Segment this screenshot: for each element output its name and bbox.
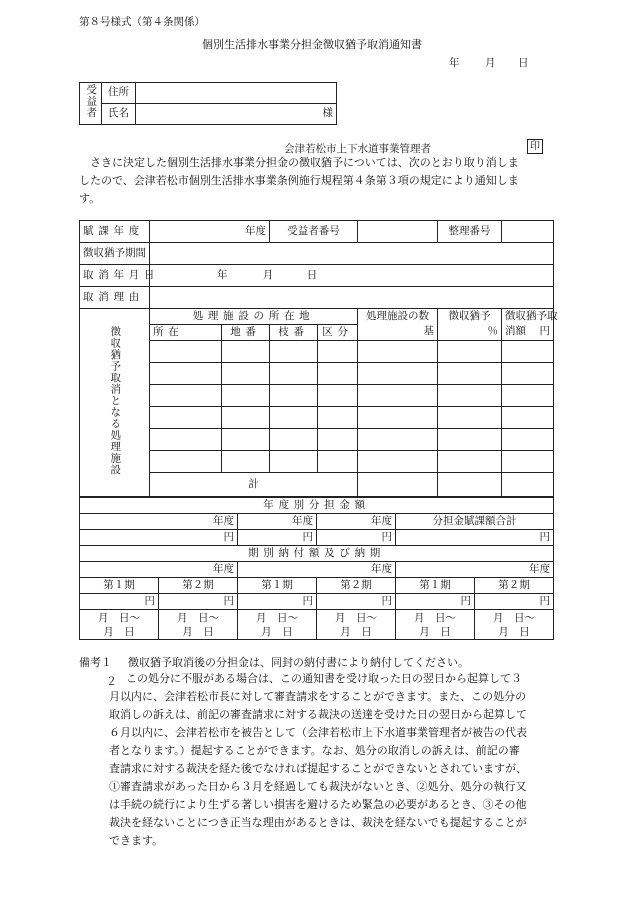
installment-amount[interactable] bbox=[317, 594, 396, 610]
assessment-year-label: 賦課年度 bbox=[80, 221, 150, 243]
cancel-date-value[interactable] bbox=[150, 265, 554, 287]
total-label: 計 bbox=[150, 473, 358, 497]
sender-name: 会津若松市上下水道事業管理者 bbox=[284, 143, 431, 155]
note2-line: ①審査請求があった日から３月を経過しても裁決がないとき、②処分、処分の執行又 bbox=[109, 780, 527, 793]
installment-dates[interactable]: 月 日～ 月 日 bbox=[317, 610, 396, 640]
body-line-1: さきに決定した個別生活排水事業分担金の徴収猶予については、次のとおり取り消しま bbox=[90, 156, 519, 169]
year-suffix: 年度 bbox=[213, 562, 234, 575]
document-title: 個別生活排水事業分担金徴収猶予取消通知書 bbox=[202, 38, 422, 51]
table-row bbox=[80, 451, 554, 473]
year-suffix: 年度 bbox=[371, 562, 392, 575]
col-ward: 区分 bbox=[318, 325, 358, 341]
deferral-amount-unit-cell bbox=[502, 325, 554, 341]
deferral-pct-label: 徴収猶予 bbox=[438, 309, 502, 325]
reference-number-label: 整理番号 bbox=[438, 221, 502, 243]
installment-dates[interactable]: 月 日～ 月 日 bbox=[475, 610, 554, 640]
total-count[interactable] bbox=[358, 473, 438, 497]
yen-unit: 円 bbox=[144, 594, 155, 607]
body-line-3: す。 bbox=[79, 192, 101, 205]
year-suffix: 年度 bbox=[529, 562, 551, 575]
name-label: 氏名 bbox=[102, 104, 136, 125]
yen-unit: 円 bbox=[460, 594, 471, 607]
amount-table-title: 年度別分担金額 bbox=[80, 498, 554, 514]
note1-label: 備考１ bbox=[79, 656, 112, 669]
amount-cell-2[interactable] bbox=[238, 530, 317, 546]
beneficiary-number-value[interactable] bbox=[358, 221, 438, 243]
facility-count-unit: 基 bbox=[358, 325, 438, 341]
yen-unit: 円 bbox=[302, 530, 313, 543]
installments-title: 期別納付額及び納期 bbox=[80, 546, 554, 562]
cancel-reason-label: 取消理由 bbox=[80, 287, 150, 309]
deferral-period-value[interactable] bbox=[150, 243, 554, 265]
assessment-year-value[interactable] bbox=[150, 221, 270, 243]
col-branch: 枝番 bbox=[270, 325, 318, 341]
note1-text: 徴収猶予取消後の分担金は、同封の納付書により納付してください。 bbox=[128, 656, 469, 669]
note2-line: 者となります。）提起することができます。なお、処分の取消しの訴えは、前記の審 bbox=[109, 744, 520, 757]
yen-unit: 円 bbox=[223, 530, 234, 543]
date-day-label: 日 bbox=[518, 57, 529, 69]
recipient-box bbox=[79, 82, 337, 125]
deferral-pct-unit: ％ bbox=[438, 325, 502, 341]
col-place: 所在 bbox=[150, 325, 222, 341]
seal-mark: 印 bbox=[527, 139, 543, 154]
period-label: 第１期 bbox=[396, 578, 475, 594]
year-cell-3[interactable] bbox=[317, 514, 396, 530]
deferral-period-label: 徴収猶予期間 bbox=[80, 243, 150, 265]
installment-dates[interactable]: 月 日～ 月 日 bbox=[238, 610, 317, 640]
period-label: 第１期 bbox=[80, 578, 159, 594]
year-suffix: 年度 bbox=[213, 514, 234, 527]
note2-line: この処分に不服がある場合は、この通知書を受け取った日の翌日から起算して３ bbox=[126, 672, 522, 685]
recipient-label-cell bbox=[80, 83, 102, 125]
cancel-date-label: 取消年月日 bbox=[80, 265, 150, 287]
facility-count-label: 処理施設の数 bbox=[358, 309, 438, 325]
recipient-label: 受益者 bbox=[85, 84, 98, 119]
note2-line: は手続の続行により生ずる著しい損害を避けるため緊急の必要があるとき、③その他 bbox=[109, 798, 527, 811]
year-cell-1[interactable] bbox=[80, 514, 238, 530]
table-row bbox=[80, 341, 554, 363]
name-value[interactable] bbox=[136, 104, 337, 125]
installment-amount[interactable] bbox=[80, 594, 159, 610]
address-label: 住所 bbox=[102, 83, 136, 104]
form-number: 第８号様式（第４条関係） bbox=[79, 16, 205, 28]
period-label: 第２期 bbox=[475, 578, 554, 594]
yen-unit: 円 bbox=[381, 594, 392, 607]
yen-unit: 円 bbox=[381, 530, 392, 543]
amount-total[interactable] bbox=[396, 530, 554, 546]
installment-amount[interactable] bbox=[396, 594, 475, 610]
body-line-2: したので、会津若松市個別生活排水事業条例施行規程第４条第３項の規定により通知しま bbox=[79, 174, 519, 187]
installment-amount[interactable] bbox=[159, 594, 238, 610]
main-info-table bbox=[79, 220, 558, 497]
beneficiary-number-label: 受益者番号 bbox=[270, 221, 358, 243]
cancel-date-year: 年 bbox=[217, 268, 228, 281]
deferral-amount-label-2: 消額 bbox=[505, 325, 526, 338]
cancel-reason-value[interactable] bbox=[150, 287, 554, 309]
total-assessment-label: 分担金賦課額合計 bbox=[396, 514, 554, 530]
period-label: 第１期 bbox=[238, 578, 317, 594]
amount-cell-1[interactable] bbox=[80, 530, 238, 546]
table-row bbox=[80, 385, 554, 407]
amount-table bbox=[79, 497, 554, 640]
deferral-amount-label: 徴収猶予取 bbox=[502, 309, 554, 325]
installment-dates[interactable]: 月 日～ 月 日 bbox=[396, 610, 475, 640]
inst-year-1[interactable] bbox=[80, 562, 238, 578]
col-lot: 地番 bbox=[222, 325, 270, 341]
installment-dates[interactable]: 月 日～ 月 日 bbox=[159, 610, 238, 640]
deferral-amount-unit: 円 bbox=[539, 325, 550, 338]
yen-unit: 円 bbox=[302, 594, 313, 607]
cancel-date-month: 月 bbox=[262, 268, 274, 281]
year-cell-2[interactable] bbox=[238, 514, 317, 530]
inst-year-2[interactable] bbox=[238, 562, 396, 578]
note2-line: 裁決を経ないことにつき正当な理由があるときは、裁決を経ないでも提起することが bbox=[109, 816, 527, 829]
note2-line: できます。 bbox=[109, 834, 164, 847]
table-row bbox=[80, 363, 554, 385]
installment-amount[interactable] bbox=[238, 594, 317, 610]
note2-line: 取消しの訴えは、前記の審査請求に対する裁決の送達を受けた日の翌日から起算して bbox=[109, 708, 527, 721]
facility-location-label: 処理施設の所在地 bbox=[150, 309, 358, 325]
note2-line: ６月以内に、会津若松市を被告として（会津若松市上下水道事業管理者が被告の代表 bbox=[109, 726, 527, 739]
note2-line: 月以内に、会津若松市長に対して審査請求をすることができます。また、この処分の bbox=[109, 690, 527, 703]
yen-unit: 円 bbox=[539, 530, 551, 543]
table-row bbox=[80, 407, 554, 429]
year-suffix: 年度 bbox=[292, 514, 313, 527]
date-year-label: 年 bbox=[449, 57, 460, 69]
facility-side-cell bbox=[80, 309, 150, 497]
note2-line: 査請求に対する裁決を経た後でなければ提起することができないとされていますが、 bbox=[109, 762, 527, 775]
amount-cell-3[interactable] bbox=[317, 530, 396, 546]
total-amount[interactable] bbox=[502, 473, 554, 497]
date-month-label: 月 bbox=[485, 57, 496, 69]
installment-amount[interactable] bbox=[475, 594, 554, 610]
period-label: 第２期 bbox=[159, 578, 238, 594]
year-suffix: 年度 bbox=[245, 224, 266, 237]
reference-number-value[interactable] bbox=[502, 221, 554, 243]
total-pct[interactable] bbox=[438, 473, 502, 497]
address-value[interactable] bbox=[136, 83, 337, 104]
yen-unit: 円 bbox=[539, 594, 551, 607]
yen-unit: 円 bbox=[223, 594, 234, 607]
cancel-date-day: 日 bbox=[306, 268, 318, 281]
installment-dates[interactable]: 月 日～ 月 日 bbox=[80, 610, 159, 640]
year-suffix: 年度 bbox=[371, 514, 392, 527]
facility-side-label: 徴収猶予取消となる処理施設 bbox=[109, 325, 122, 476]
note2-label: ２ bbox=[106, 675, 117, 688]
inst-year-3[interactable] bbox=[396, 562, 554, 578]
honorific: 様 bbox=[322, 107, 333, 120]
period-label: 第２期 bbox=[317, 578, 396, 594]
note2-text bbox=[109, 670, 555, 850]
table-row bbox=[80, 429, 554, 451]
